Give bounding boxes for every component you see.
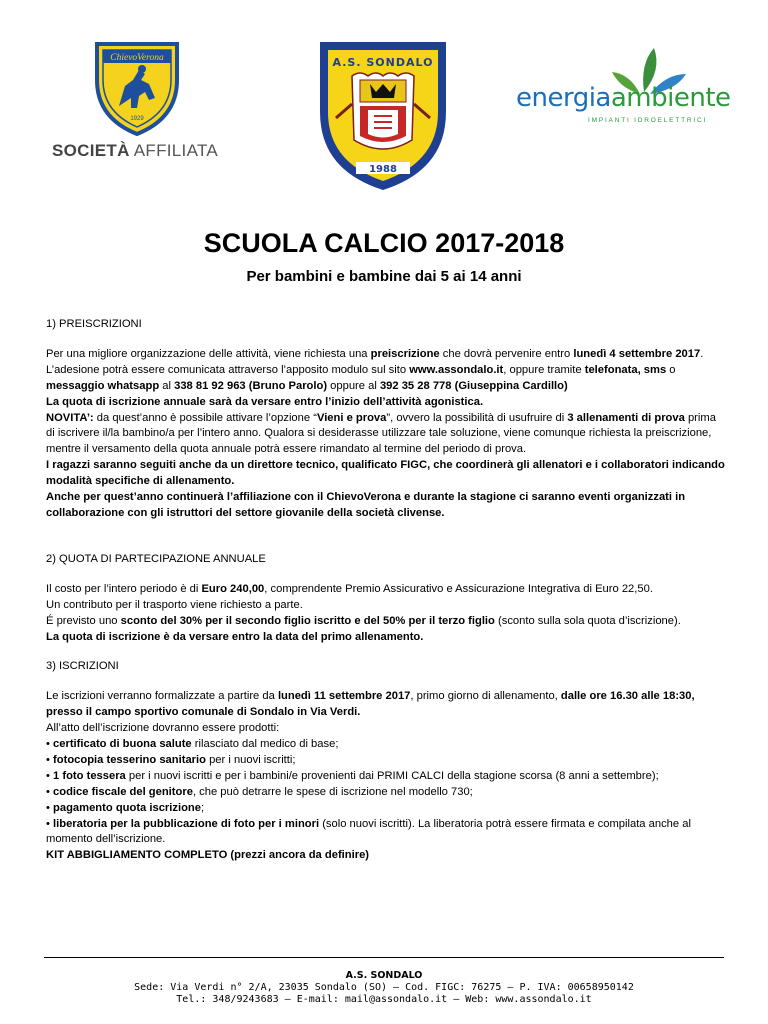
text: oppure al: [327, 379, 380, 392]
document-body: [46, 317, 726, 864]
text: prima di iscrivere il/la bambino/a per l’intero anno. Qualora si desiderasse utilizzare tale soluzione, viene comunque richiesta la preiscrizione, mentre il versamento della quota annuale potrà essere rimandato al termine del periodo di prova.: [46, 411, 716, 456]
paragraph: [46, 801, 726, 817]
chievoverona-affiliation-logo: [52, 40, 222, 165]
text: , oppure tramite: [503, 363, 585, 376]
text: , che può detrarre le spese di iscrizione nel modello 730;: [192, 785, 473, 798]
text: •: [46, 801, 54, 814]
bold-text: La quota di iscrizione annuale sarà da versare entro l’inizio dell’attività agonistica.: [46, 395, 484, 408]
text: •: [46, 753, 54, 766]
section-body-iscrizioni: [46, 689, 726, 864]
text: , primo giorno di allenamento,: [410, 690, 561, 703]
bold-text: dalle ore 16.30 alle 18:30, presso il campo sportivo comunale di Sondalo in Via Verdi.: [46, 690, 695, 719]
bold-text: www.assondalo.it: [409, 363, 504, 376]
text: Un contributo per il trasporto viene richiesto a parte.: [46, 598, 303, 611]
bold-text: sconto del 30% per il secondo figlio iscritto e del 50% per il terzo figlio: [120, 614, 495, 627]
bold-text: fotocopia tesserino sanitario: [53, 753, 206, 766]
paragraph: [46, 347, 726, 363]
paragraph: [46, 721, 726, 737]
text: É previsto uno: [46, 614, 121, 627]
energia-word: energia: [516, 83, 611, 113]
text: che dovrà pervenire entro: [439, 347, 574, 360]
bold-text: preiscrizione: [370, 347, 440, 360]
bold-text: codice fiscale del genitore: [53, 785, 193, 798]
bold-text: 392 35 28 778 (Giuseppina Cardillo): [379, 379, 568, 392]
bold-text: Euro 240,00: [201, 582, 265, 595]
paragraph: [46, 411, 726, 459]
bold-text: I ragazzi saranno seguiti anche da un direttore tecnico, qualificato FIGC, che coordinerà gli allenatori e i collaboratori indicando modalità specifiche di allenamento.: [46, 459, 725, 488]
bold-text: liberatoria per la pubblicazione di foto per i minori: [53, 817, 320, 830]
paragraph: [46, 689, 726, 721]
chievo-year: 1929: [130, 116, 144, 122]
paragraph: [46, 753, 726, 769]
bold-text: 338 81 92 963 (Bruno Parolo): [174, 379, 328, 392]
caption-bold: SOCIETÀ: [52, 141, 130, 160]
bold-text: lunedì 11 settembre 2017: [277, 690, 411, 703]
text: .: [700, 347, 704, 360]
text: •: [46, 738, 54, 751]
page-title: SCUOLA CALCIO 2017-2018: [203, 228, 565, 258]
text: per i nuovi iscritti;: [205, 753, 296, 766]
paragraph: [46, 395, 726, 411]
ambiente-word: ambiente: [610, 83, 731, 113]
bold-text: messaggio whatsapp: [46, 379, 160, 392]
section-heading-iscrizioni: 3) ISCRIZIONI: [46, 660, 119, 673]
text: L’adesione potrà essere comunicata attraverso l’apposito modulo sul sito: [46, 363, 410, 376]
text: ;: [200, 801, 205, 814]
footer-divider: [44, 957, 724, 958]
paragraph: [46, 458, 726, 490]
paragraph: [46, 582, 726, 598]
paragraph: [46, 598, 726, 614]
text: Le iscrizioni verranno formalizzate a partire da: [46, 690, 278, 703]
section-heading-quota: 2) QUOTA DI PARTECIPAZIONE ANNUALE: [46, 552, 266, 565]
bold-text: certificato di buona salute: [53, 738, 192, 751]
text: Per una migliore organizzazione delle attività, viene richiesta una: [46, 347, 371, 360]
footer: [0, 970, 768, 1006]
chievoverona-shield-icon: [89, 40, 185, 136]
paragraph: [46, 817, 726, 849]
bold-text: Vieni e prova: [316, 411, 387, 424]
footer-club-name: A.S. SONDALO: [345, 970, 423, 981]
bold-text: Anche per quest’anno continuerà l’affiliazione con il ChievoVerona e durante la stagione ci saranno eventi organizzati in collaborazione con gli istruttori del settore giovanile della società clivense.: [46, 491, 686, 519]
text: •: [46, 769, 54, 782]
text: da quest’anno è possibile attivare l’opzione “: [93, 411, 317, 424]
text: al: [159, 379, 175, 392]
paragraph: [46, 630, 726, 646]
text: rilasciato dal medico di base;: [191, 738, 339, 751]
energia-tagline: IMPIANTI IDROELETTRICI: [588, 117, 708, 124]
text: (sconto sulla sola quota d’iscrizione).: [494, 614, 681, 627]
paragraph: [46, 785, 726, 801]
section-heading-preiscrizioni: 1) PREISCRIZIONI: [46, 318, 142, 330]
bold-text: 3 allenamenti di prova: [567, 411, 685, 424]
sondalo-crest-icon: [316, 40, 450, 192]
bold-text: telefonata, sms: [584, 363, 667, 376]
text: Il costo per l’intero periodo è di: [46, 582, 202, 595]
text: o: [666, 363, 676, 376]
bold-text: KIT ABBIGLIAMENTO COMPLETO (prezzi ancora da definire): [46, 849, 370, 862]
paragraph: [46, 490, 726, 522]
as-sondalo-crest-logo: [316, 40, 450, 192]
text: •: [46, 817, 54, 830]
sondalo-crest-name: A.S. SONDALO: [332, 56, 434, 69]
footer-address: Sede: Via Verdi n° 2/A, 23035 Sondalo (SO) – Cod. FIGC: 76275 – P. IVA: 00658950142: [134, 982, 634, 993]
text: , comprendente Premio Assicurativo e Assicurazione Integrativa di Euro 22,50.: [264, 582, 653, 595]
energia-ambiente-logo: [512, 44, 738, 134]
caption-rest: AFFILIATA: [129, 141, 219, 160]
paragraph: [46, 614, 726, 630]
bold-text: 1 foto tessera: [53, 769, 126, 782]
bold-text: pagamento quota iscrizione: [53, 801, 201, 814]
societa-affiliata-caption: [52, 141, 222, 161]
sondalo-crest-year: 1988: [369, 164, 397, 175]
section-body-preiscrizioni: [46, 347, 726, 522]
text: ”, ovvero la possibilità di usufruire di: [386, 411, 568, 424]
energia-ambiente-wordmark: [516, 83, 731, 113]
bold-text: La quota di iscrizione è da versare entro la data del primo allenamento.: [46, 630, 424, 643]
text: (solo nuovi iscritti). La liberatoria potrà essere firmata e compilata anche al momento dell’iscrizione.: [46, 817, 691, 846]
bold-text: lunedì 4 settembre 2017: [573, 347, 701, 360]
paragraph: [46, 848, 726, 864]
text: •: [46, 785, 54, 798]
bold-text: NOVITA’:: [46, 411, 94, 424]
section-body-quota: [46, 582, 726, 646]
text: per i nuovi iscritti e per i bambini/e provenienti dai PRIMI CALCI della stagione scorsa (8 anni a settembre);: [125, 769, 659, 782]
page-subtitle: Per bambini e bambine dai 5 ai 14 anni: [246, 268, 522, 285]
chievo-shield-text: ChievoVerona: [110, 53, 164, 63]
paragraph: [46, 769, 726, 785]
footer-contacts: Tel.: 348/9243683 – E-mail: mail@assondalo.it – Web: www.assondalo.it: [176, 994, 592, 1005]
paragraph: [46, 363, 726, 395]
paragraph: [46, 737, 726, 753]
text: All’atto dell’iscrizione dovranno essere prodotti:: [46, 722, 280, 735]
